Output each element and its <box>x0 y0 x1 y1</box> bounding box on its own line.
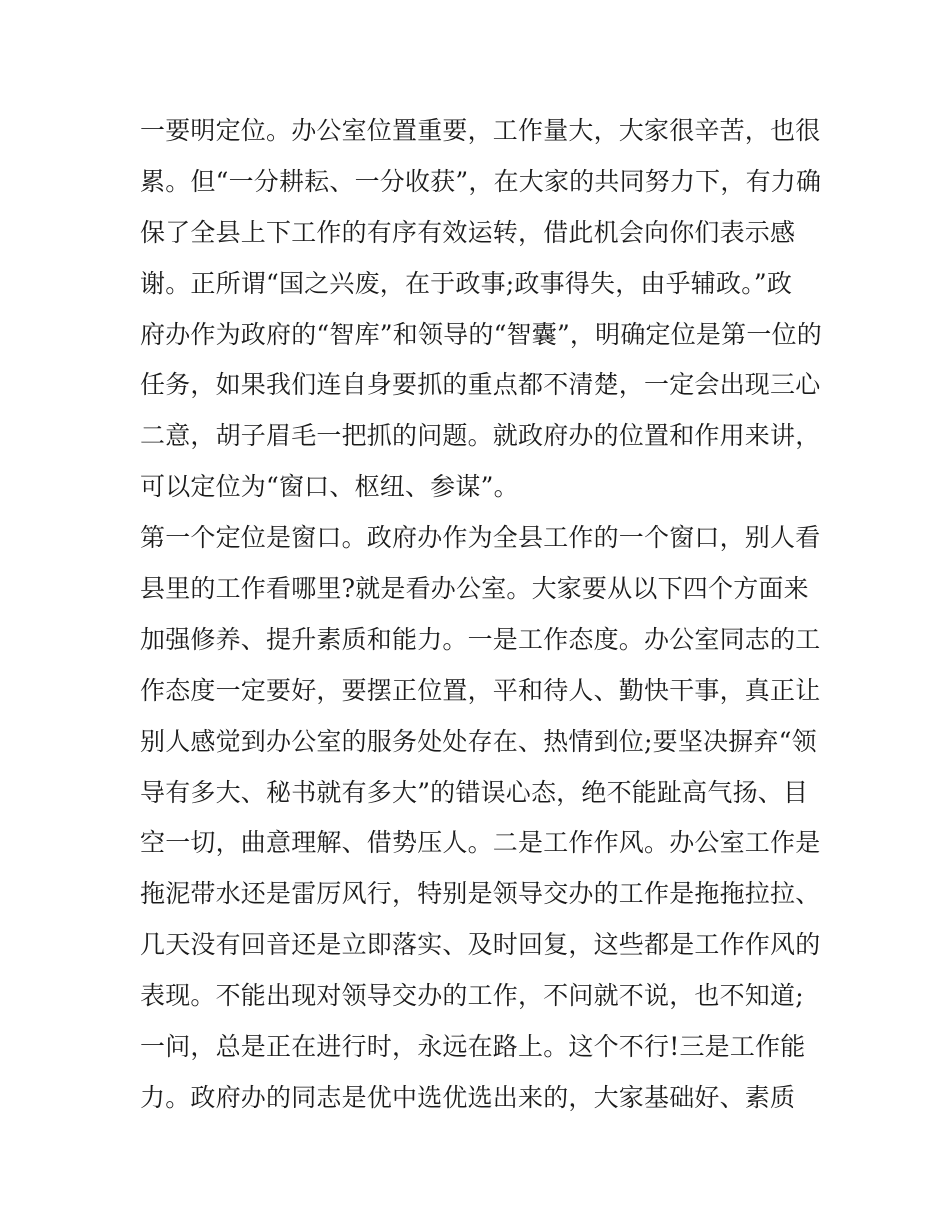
text-line: 别人感觉到办公室的服务处处存在、热情到位;要坚决摒弃“领 <box>140 726 817 756</box>
text-line: 一要明定位。办公室位置重要，工作量大，大家很辛苦，也很 <box>140 116 821 145</box>
text-line: 拖泥带水还是雷厉风行，特别是领导交办的工作是拖拖拉拉、 <box>140 879 821 909</box>
text-line: 第一个定位是窗口。政府办作为全县工作的一个窗口，别人看 <box>140 523 821 553</box>
text-line: 保了全县上下工作的有序有效运转，借此机会向你们表示感 <box>140 217 796 247</box>
text-line: 几天没有回音还是立即落实、及时回复，这些都是工作作风的 <box>140 930 821 960</box>
text-line: 谢。正所谓“国之兴废，在于政事;政事得失，由乎辅政。”政 <box>140 268 793 298</box>
text-line: 力。政府办的同志是优中选优选出来的，大家基础好、素质 <box>140 1082 796 1112</box>
text-line: 导有多大、秘书就有多大”的错误心态，绝不能趾高气扬、目 <box>140 777 809 807</box>
text-line: 累。但“一分耕耘、一分收获”，在大家的共同努力下，有力确 <box>140 166 822 196</box>
text-line: 一问，总是正在进行时，永远在路上。这个不行!三是工作能 <box>140 1032 806 1062</box>
text-line: 二意，胡子眉毛一把抓的问题。就政府办的位置和作用来讲， <box>140 421 821 451</box>
text-line: 作态度一定要好，要摆正位置，平和待人、勤快干事，真正让 <box>140 675 821 705</box>
text-line: 府办作为政府的“智库”和领导的“智囊”，明确定位是第一位的 <box>140 319 822 349</box>
text-line: 任务，如果我们连自身要抓的重点都不清楚，一定会出现三心 <box>140 370 821 400</box>
body-text <box>140 106 820 1124</box>
text-line: 表现。不能出现对领导交办的工作，不问就不说，也不知道; <box>140 981 804 1011</box>
text-line: 空一切，曲意理解、借势压人。二是工作作风。办公室工作是 <box>140 828 821 858</box>
text-line: 可以定位为“窗口、枢纽、参谋”。 <box>140 472 519 502</box>
text-line: 加强修养、提升素质和能力。一是工作态度。办公室同志的工 <box>140 624 821 654</box>
text-line: 县里的工作看哪里?就是看办公室。大家要从以下四个方面来 <box>140 574 809 604</box>
